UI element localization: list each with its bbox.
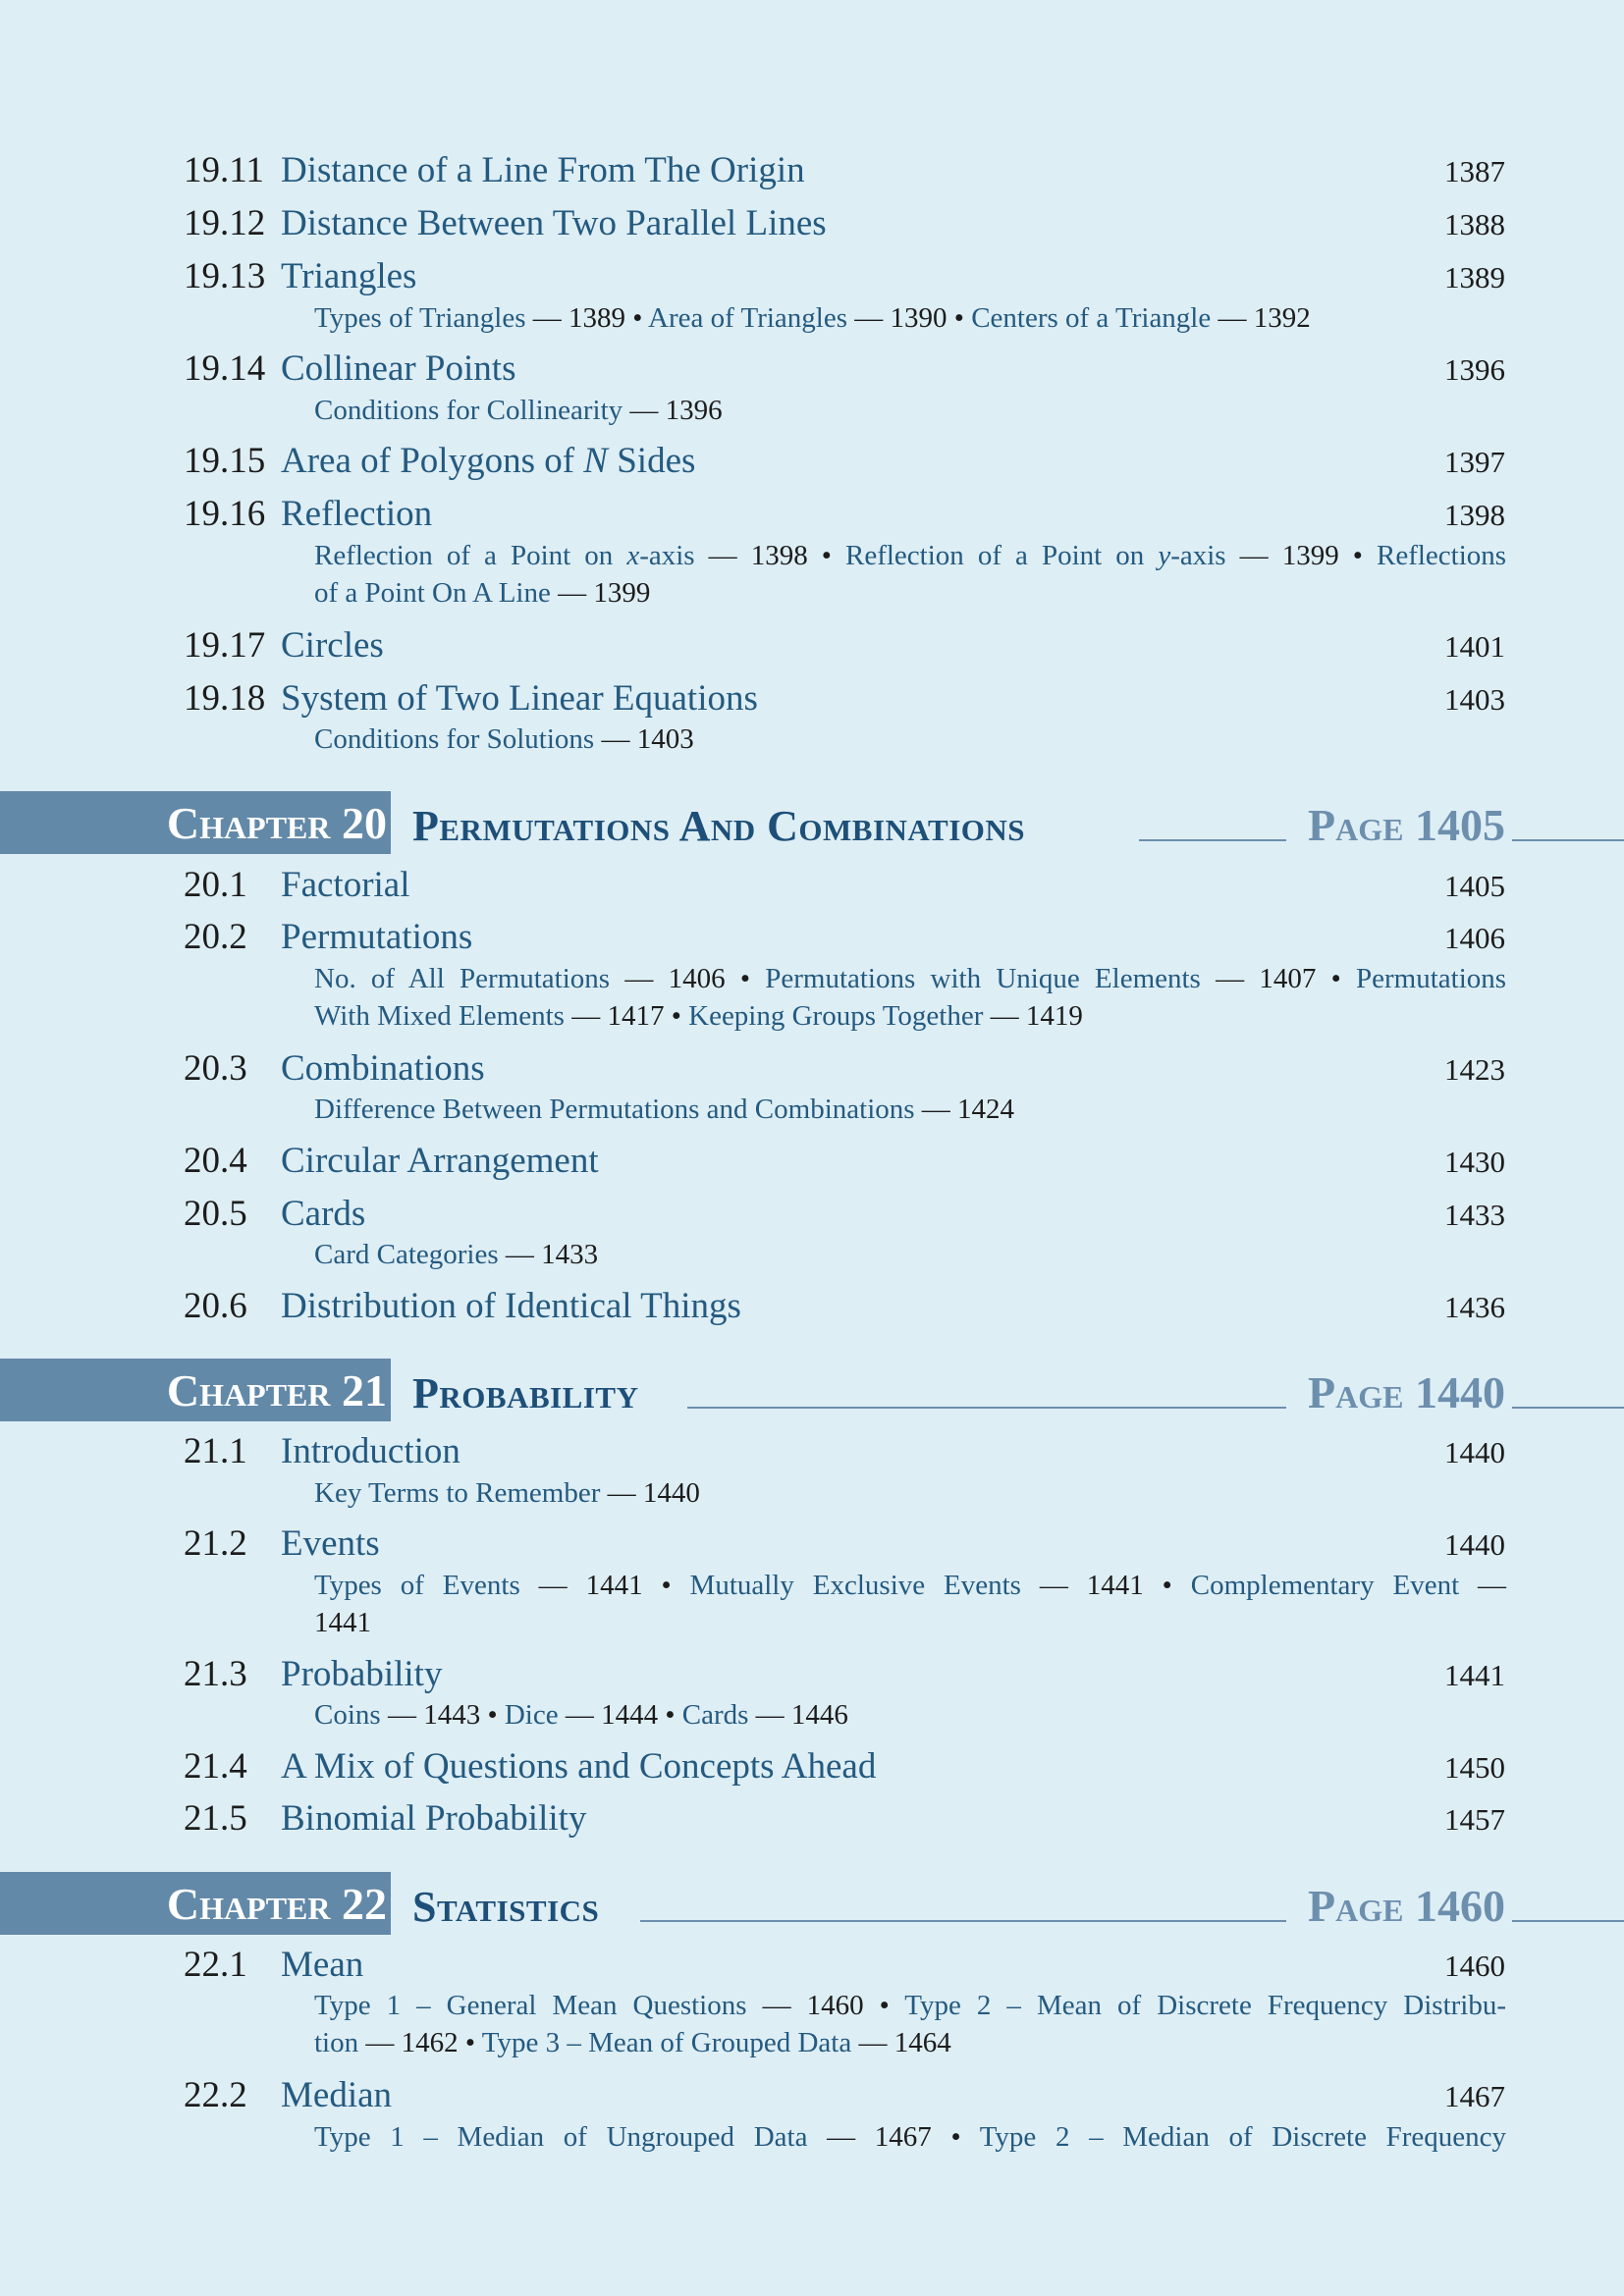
em-dash: — [387,1699,416,1731]
em-dash: — [365,2027,395,2058]
subsection-page: 1406 [668,963,726,994]
bullet: • [661,1570,672,1601]
subsection-page: 1441 [314,1607,371,1638]
subsection-link[interactable]: Key Terms to Remember [314,1477,601,1509]
subsection-link[interactable]: Area of Triangles [648,302,848,334]
subsection-page: 1446 [790,1699,848,1731]
subsection-page: 1396 [665,395,723,426]
subsection-line [314,1094,1506,1126]
chapter-header[interactable] [0,1872,1624,1935]
section-title[interactable]: Combinations [281,1048,485,1089]
section-page: 1436 [1444,1290,1505,1324]
section-number: 21.4 [184,1746,247,1787]
subsection-line [314,2027,1506,2059]
subsection-page: 1392 [1253,302,1311,334]
subsection-page: 1460 [806,1990,864,2021]
subsection-line [314,2121,1506,2154]
section-page: 1388 [1444,207,1505,241]
section-number: 20.5 [184,1194,247,1234]
bullet: • [1352,540,1363,571]
subsection-line [314,1570,1506,1602]
subsection-link[interactable]: Type 2 – Mean of Discrete Frequency Distribu- [904,1990,1506,2021]
section-title[interactable]: Circular Arrangement [281,1141,599,1181]
section-title[interactable]: Introduction [281,1431,460,1471]
section-page: 1423 [1444,1052,1505,1087]
section-title[interactable]: Circles [281,625,384,666]
subsection-line [314,963,1506,995]
subsection-link[interactable]: With Mixed Elements [314,1000,565,1032]
subsection-page: 1389 [568,302,625,334]
section-number: 20.3 [184,1048,247,1089]
section-number: 20.4 [184,1141,247,1181]
subsection-link[interactable]: Dice [504,1699,559,1731]
section-title[interactable]: Factorial [281,865,410,905]
subsection-link[interactable]: Types of Events [314,1570,520,1601]
chapter-header[interactable] [0,791,1624,854]
section-number: 20.2 [184,917,247,957]
section-number: 22.2 [184,2075,247,2115]
subsection-link[interactable] [314,540,695,571]
subsection-page: 1440 [642,1477,700,1509]
section-page: 1403 [1444,682,1505,717]
section-page: 1440 [1444,1527,1505,1562]
section-number: 19.15 [184,441,266,481]
subsection-link[interactable]: Permutations with Unique Elements [765,963,1201,994]
chapter-title[interactable]: Probability [412,1369,639,1417]
subsection-page: 1433 [541,1239,599,1270]
section-title[interactable]: Distance of a Line From The Origin [281,150,805,190]
section-number: 21.5 [184,1798,247,1839]
bullet: • [632,302,643,334]
subsection-line [314,577,1506,610]
subsection-line [314,540,1506,572]
subsection-link[interactable]: Types of Triangles [314,302,526,334]
bullet: • [1162,1570,1172,1601]
subsection-line [314,1607,1506,1639]
section-number: 19.13 [184,256,266,296]
subsection-link[interactable]: Conditions for Collinearity [314,395,623,426]
section-number: 20.1 [184,865,247,905]
section-title[interactable]: Collinear Points [281,348,516,389]
subsection-link[interactable]: Type 1 – Median of Ungrouped Data [314,2121,808,2153]
subsection-link[interactable]: Mutually Exclusive Events [689,1570,1021,1601]
subsection-page: 1441 [585,1570,643,1601]
subsection-line [314,1000,1506,1033]
section-title[interactable]: System of Two Linear Equations [281,678,758,719]
section-title[interactable]: Median [281,2075,393,2115]
bullet: • [487,1699,498,1731]
section-page: 1406 [1444,921,1505,955]
section-page: 1440 [1444,1435,1505,1469]
section-title[interactable]: Permutations [281,917,473,957]
em-dash: — [990,1000,1019,1032]
section-page: 1450 [1444,1750,1505,1785]
section-title[interactable]: Probability [281,1654,443,1694]
subsection-link[interactable] [845,540,1226,571]
em-dash: — [708,540,737,571]
section-title-text: Sides [607,441,696,481]
em-dash: — [558,577,587,609]
em-dash: — [827,2121,856,2153]
section-page: 1430 [1444,1145,1505,1179]
chapter-label-box [0,1359,391,1421]
em-dash: — [755,1699,785,1731]
section-title[interactable]: Cards [281,1194,366,1234]
section-number: 19.18 [184,678,266,719]
leader-rule [687,1407,1286,1409]
em-dash: — [1216,963,1245,994]
bullet: • [739,963,750,994]
subsection-link[interactable]: Type 2 – Median of Discrete Frequency [979,2121,1506,2153]
em-dash: — [565,1699,594,1731]
chapter-title[interactable]: Permutations And Combinations [412,802,1025,850]
subsection-page: 1441 [1086,1570,1144,1601]
section-number: 19.11 [184,150,264,190]
section-number: 21.1 [184,1431,247,1471]
subsection-link[interactable]: Keeping Groups Together [688,1000,984,1032]
subsection-line [314,1239,1506,1271]
em-dash: — [538,1570,568,1601]
subsection-page: 1398 [750,540,808,571]
subsection-line [314,395,1506,427]
section-title[interactable]: Binomial Probability [281,1798,587,1839]
section-title[interactable]: Reflection [281,494,433,534]
chapter-label: Chapter 22 [166,1879,387,1929]
bullet: • [950,2121,961,2153]
chapter-label: Chapter 21 [166,1365,387,1415]
subsection-link[interactable]: Coins [314,1699,381,1731]
subsection-page: 1424 [957,1094,1015,1125]
chapter-page: Page 1405 [1308,800,1505,850]
em-dash: — [571,1000,601,1032]
section-number: 20.6 [184,1286,247,1326]
em-dash: — [1239,540,1269,571]
chapter-header[interactable] [0,1359,1624,1421]
variable-n: N [583,441,608,481]
trailing-rule [1512,839,1624,841]
bullet: • [671,1000,681,1032]
section-page: 1397 [1444,445,1505,479]
variable-y: y [1158,540,1171,571]
subsection-link[interactable]: Type 3 – Mean of Grouped Data [481,2027,852,2058]
subsection-page: 1443 [423,1699,481,1731]
em-dash: — [1218,302,1247,334]
subsection-line [314,1990,1506,2022]
chapter-label-box [0,791,391,854]
em-dash: — [921,1094,950,1125]
em-dash: — [601,723,630,755]
section-title[interactable]: Distance Between Two Parallel Lines [281,203,827,243]
subsection-link[interactable]: Difference Between Permutations and Combinations [314,1094,915,1125]
section-page: 1457 [1444,1802,1505,1837]
subsection-page: 1390 [890,302,947,334]
subsection-line [314,1699,1506,1732]
subsection-link[interactable]: Cards [681,1699,749,1731]
subsection-link[interactable]: Centers of a Triangle [971,302,1212,334]
section-page: 1405 [1444,869,1505,903]
section-title[interactable]: A Mix of Questions and Concepts Ahead [281,1746,877,1787]
trailing-rule [1512,1920,1624,1922]
section-number: 19.16 [184,494,266,534]
section-number: 19.17 [184,625,266,666]
section-page: 1433 [1444,1198,1505,1232]
section-number: 19.12 [184,203,266,243]
subsection-line [314,723,1506,756]
section-title[interactable] [281,440,695,482]
subsection-page: 1467 [874,2121,932,2153]
text: Reflection of a Point on [845,540,1159,571]
chapter-label: Chapter 20 [166,798,387,848]
section-page: 1441 [1444,1658,1505,1692]
section-page: 1467 [1444,2079,1505,2113]
chapter-label-box [0,1872,391,1935]
section-number: 19.14 [184,348,266,389]
subsection-page: 1399 [1281,540,1339,571]
subsection-link[interactable]: Permutations [1356,963,1507,994]
subsection-link[interactable]: Card Categories [314,1239,499,1270]
section-title[interactable]: Triangles [281,256,417,296]
chapter-title[interactable]: Statistics [412,1883,600,1931]
subsection-page: 1444 [601,1699,659,1731]
section-number: 21.2 [184,1523,247,1564]
section-number: 22.1 [184,1945,247,1985]
em-dash: — [854,302,884,334]
subsection-link[interactable]: No. of All Permutations [314,963,611,994]
section-page: 1398 [1444,498,1505,532]
chapter-page: Page 1460 [1308,1881,1505,1931]
subsection-page: 1407 [1259,963,1317,994]
em-dash: — [858,2027,888,2058]
subsection-link[interactable]: Reflections [1377,540,1507,571]
subsection-page: 1399 [593,577,651,609]
subsection-page: 1417 [607,1000,665,1032]
em-dash: — [762,1990,791,2021]
section-page: 1401 [1444,629,1505,664]
subsection-line [314,1477,1506,1510]
leader-rule [640,1920,1286,1922]
section-title[interactable]: Events [281,1523,380,1564]
section-page: 1460 [1444,1949,1505,1983]
em-dash: — [607,1477,636,1509]
section-page: 1389 [1444,260,1505,294]
text: Reflection of a Point on [314,540,627,571]
subsection-link[interactable]: Complementary Event [1190,1570,1460,1601]
bullet: • [1330,963,1341,994]
em-dash: — [624,963,654,994]
bullet: • [464,2027,476,2058]
subsection-page: 1403 [636,723,694,755]
leader-rule [1139,839,1286,841]
em-dash: — [532,302,562,334]
subsection-page: 1464 [893,2027,951,2058]
section-number: 21.3 [184,1654,247,1694]
subsection-link[interactable]: Conditions for Solutions [314,723,595,755]
trailing-rule [1512,1407,1624,1409]
text: -axis [1170,540,1226,571]
section-title[interactable]: Distribution of Identical Things [281,1286,741,1326]
section-page: 1387 [1444,154,1505,188]
subsection-link[interactable]: of a Point On A Line [314,577,551,609]
subsection-page: 1462 [401,2027,459,2058]
subsection-link[interactable]: tion [314,2027,359,2058]
subsection-link[interactable]: Type 1 – General Mean Questions [314,1990,747,2021]
subsection-page: 1419 [1025,1000,1083,1032]
chapter-page: Page 1440 [1308,1367,1505,1417]
em-dash: — [1039,1570,1068,1601]
section-title[interactable]: Mean [281,1945,364,1985]
variable-x: x [626,540,640,571]
em-dash: — [629,395,659,426]
bullet: • [953,302,964,334]
section-title-text: Area of Polygons of [281,441,584,481]
text: -axis [639,540,695,571]
subsection-line [314,302,1506,335]
em-dash: — [1478,1570,1507,1601]
em-dash: — [505,1239,534,1270]
section-page: 1396 [1444,352,1505,387]
bullet: • [879,1990,890,2021]
bullet: • [821,540,832,571]
bullet: • [665,1699,676,1731]
